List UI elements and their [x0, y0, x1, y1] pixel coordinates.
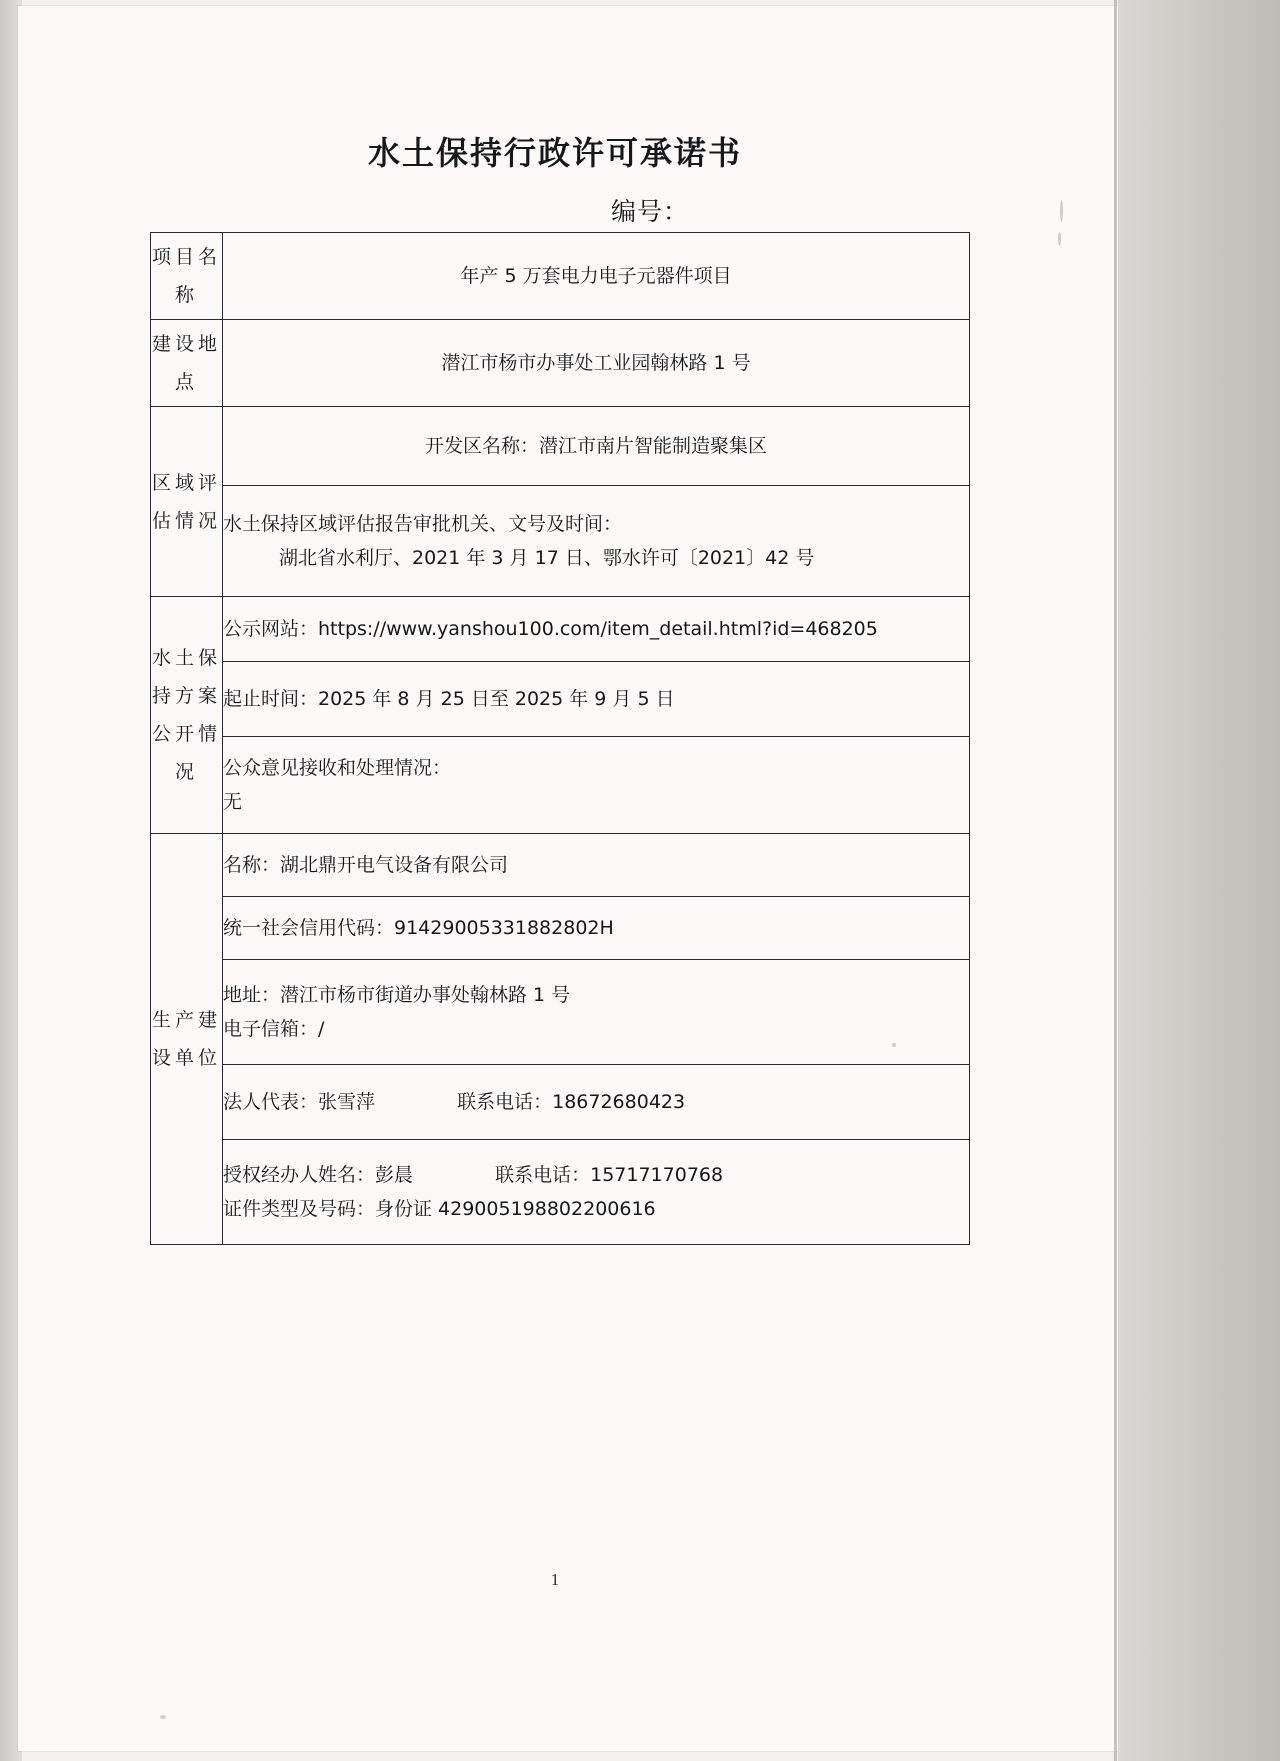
public-opinions-value: 无 — [223, 791, 243, 813]
row-label-text: 水土保持方案公开情况 — [151, 647, 221, 783]
table-row — [151, 486, 970, 597]
legal-person-phone: 联系电话：18672680423 — [457, 1091, 686, 1113]
table-row — [151, 737, 970, 834]
row-value-credit-code: 统一社会信用代码：91429005331882802H — [223, 897, 970, 960]
row-label-text: 建设地点 — [151, 333, 221, 393]
row-label-text: 区域评估情况 — [151, 471, 221, 532]
row-value-legal-person — [223, 1065, 970, 1140]
row-label-regional-assessment — [151, 407, 223, 597]
row-label-construction-site — [151, 320, 223, 407]
row-value-unit-name: 名称：湖北鼎开电气设备有限公司 — [223, 834, 970, 897]
table-row — [151, 960, 970, 1065]
row-value-agent — [223, 1140, 970, 1245]
agent-phone: 联系电话：15717170768 — [495, 1164, 724, 1186]
scan-edge-right — [1118, 0, 1280, 1761]
table-row — [151, 1140, 970, 1245]
serial-number-label: 编号： — [610, 197, 689, 226]
row-label-construction-unit — [151, 834, 223, 1245]
paper-right-border — [1114, 0, 1117, 1761]
page-title: 水土保持行政许可承诺书 — [367, 134, 742, 172]
unit-address: 地址：潜江市杨市街道办事处翰林路 1 号 — [223, 984, 571, 1006]
public-opinions-title: 公众意见接收和处理情况： — [223, 757, 452, 779]
agent-name: 授权经办人姓名：彭晨 — [223, 1164, 414, 1186]
row-value-disclosure-period: 起止时间：2025 年 8 月 25 日至 2025 年 9 月 5 日 — [223, 662, 970, 737]
legal-person-name: 法人代表：张雪萍 — [223, 1091, 376, 1113]
table-row — [151, 407, 970, 486]
row-label-project-name — [151, 233, 223, 320]
page-number: 1 — [550, 1570, 560, 1589]
row-value-project-name: 年产 5 万套电力电子元器件项目 — [223, 233, 970, 320]
table-row — [151, 597, 970, 662]
assessment-approval-line2: 湖北省水利厅、2021 年 3 月 17 日、鄂水许可〔2021〕42 号 — [279, 547, 815, 569]
row-label-text: 项目名称 — [151, 246, 221, 306]
row-value-construction-site: 潜江市杨市办事处工业园翰林路 1 号 — [223, 320, 970, 407]
table-row — [151, 233, 970, 320]
assessment-approval-line1: 水土保持区域评估报告审批机关、文号及时间： — [223, 513, 623, 535]
table-row — [151, 320, 970, 407]
row-label-plan-disclosure — [151, 597, 223, 834]
agent-line — [223, 1158, 969, 1192]
unit-email: 电子信箱：/ — [223, 1018, 325, 1040]
table-row — [151, 1065, 970, 1140]
table-row — [151, 662, 970, 737]
agent-id-info: 证件类型及号码：身份证 429005198802200616 — [223, 1198, 656, 1220]
row-label-text: 生产建设单位 — [151, 1009, 221, 1069]
row-value-public-opinions — [223, 737, 970, 834]
row-value-address-email — [223, 960, 970, 1065]
table-row — [151, 834, 970, 897]
row-value-public-website[interactable]: 公示网站：https://www.yanshou100.com/item_detail.html?id=468205 — [223, 597, 970, 662]
permit-form-table — [150, 232, 970, 1245]
row-value-development-zone: 开发区名称：潜江市南片智能制造聚集区 — [223, 407, 970, 486]
scan-speck — [1058, 232, 1061, 246]
table-row — [151, 897, 970, 960]
scan-speck — [160, 1715, 166, 1719]
row-value-assessment-approval — [223, 486, 970, 597]
